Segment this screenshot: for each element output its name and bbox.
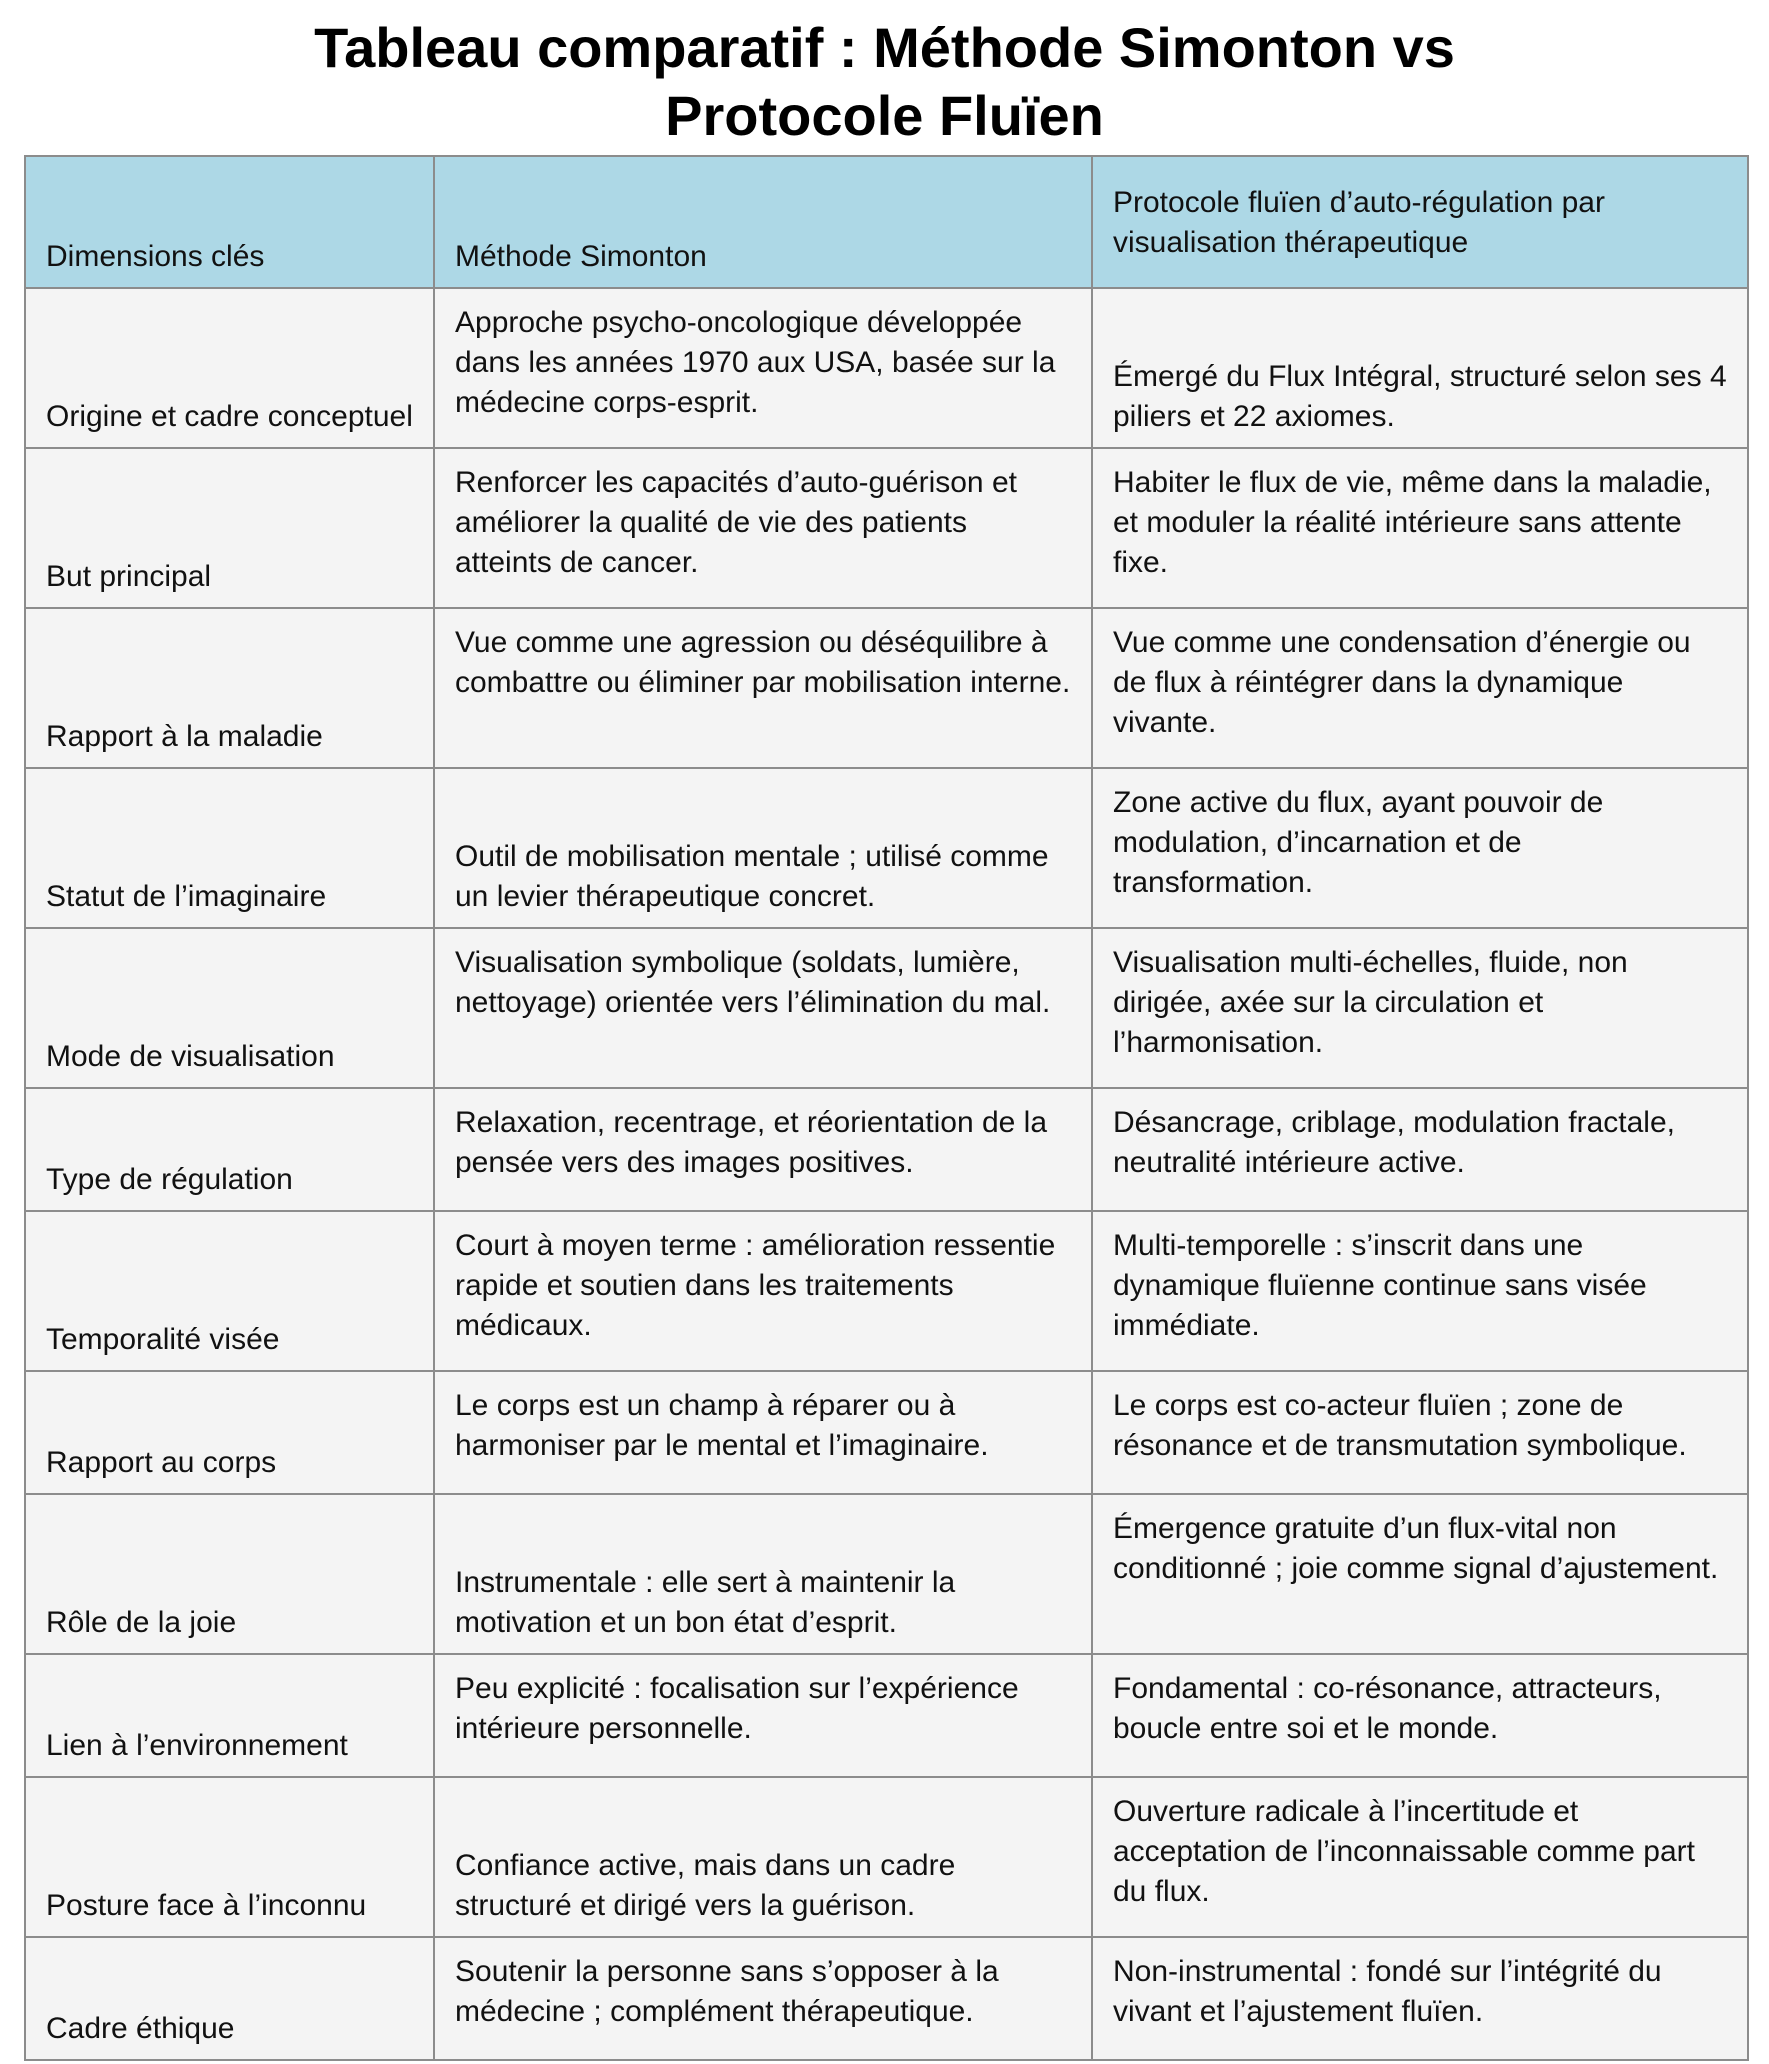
row-simonton: Outil de mobilisation mentale ; utilisé comme un levier thérapeutique concret. [434, 768, 1092, 928]
row-fluien: Fondamental : co-résonance, attracteurs, boucle entre soi et le monde. [1092, 1654, 1748, 1777]
row-simonton: Court à moyen terme : amélioration ressentie rapide et soutien dans les traitements médicaux. [434, 1211, 1092, 1371]
row-dimension: Posture face à l’inconnu [25, 1777, 434, 1937]
header-dimensions: Dimensions clés [25, 156, 434, 288]
row-simonton: Renforcer les capacités d’auto-guérison et améliorer la qualité de vie des patients atteints de cancer. [434, 448, 1092, 608]
row-dimension: Rôle de la joie [25, 1494, 434, 1654]
row-dimension: Cadre éthique [25, 1937, 434, 2060]
table-row [25, 448, 1748, 608]
row-dimension: Type de régulation [25, 1088, 434, 1211]
row-dimension: Temporalité visée [25, 1211, 434, 1371]
row-simonton: Vue comme une agression ou déséquilibre à combattre ou éliminer par mobilisation interne. [434, 608, 1092, 768]
row-fluien: Émergence gratuite d’un flux-vital non conditionné ; joie comme signal d’ajustement. [1092, 1494, 1748, 1654]
row-fluien: Désancrage, criblage, modulation fractale, neutralité intérieure active. [1092, 1088, 1748, 1211]
row-dimension: Origine et cadre conceptuel [25, 288, 434, 448]
table-row [25, 608, 1748, 768]
row-simonton: Soutenir la personne sans s’opposer à la médecine ; complément thérapeutique. [434, 1937, 1092, 2060]
row-simonton: Confiance active, mais dans un cadre structuré et dirigé vers la guérison. [434, 1777, 1092, 1937]
row-dimension: But principal [25, 448, 434, 608]
table-row [25, 1777, 1748, 1937]
page-title [0, 14, 1769, 150]
row-fluien: Non-instrumental : fondé sur l’intégrité du vivant et l’ajustement fluïen. [1092, 1937, 1748, 2060]
row-fluien: Habiter le flux de vie, même dans la maladie, et moduler la réalité intérieure sans attente fixe. [1092, 448, 1748, 608]
row-dimension: Lien à l’environnement [25, 1654, 434, 1777]
table-row [25, 768, 1748, 928]
table-row [25, 1654, 1748, 1777]
row-dimension: Rapport à la maladie [25, 608, 434, 768]
table-row [25, 288, 1748, 448]
header-simonton: Méthode Simonton [434, 156, 1092, 288]
row-simonton: Peu explicité : focalisation sur l’expérience intérieure personnelle. [434, 1654, 1092, 1777]
row-simonton: Instrumentale : elle sert à maintenir la motivation et un bon état d’esprit. [434, 1494, 1092, 1654]
table-row [25, 1937, 1748, 2060]
row-fluien: Visualisation multi-échelles, fluide, non dirigée, axée sur la circulation et l’harmonisation. [1092, 928, 1748, 1088]
row-fluien: Le corps est co-acteur fluïen ; zone de résonance et de transmutation symbolique. [1092, 1371, 1748, 1494]
row-simonton: Visualisation symbolique (soldats, lumière, nettoyage) orientée vers l’élimination du mal. [434, 928, 1092, 1088]
table-row [25, 1211, 1748, 1371]
row-simonton: Relaxation, recentrage, et réorientation de la pensée vers des images positives. [434, 1088, 1092, 1211]
table-row [25, 1088, 1748, 1211]
table-row [25, 928, 1748, 1088]
row-simonton: Le corps est un champ à réparer ou à harmoniser par le mental et l’imaginaire. [434, 1371, 1092, 1494]
row-dimension: Mode de visualisation [25, 928, 434, 1088]
title-line-1: Tableau comparatif : Méthode Simonton vs [314, 16, 1455, 79]
table-row [25, 1494, 1748, 1654]
row-simonton: Approche psycho-oncologique développée dans les années 1970 aux USA, basée sur la médecine corps-esprit. [434, 288, 1092, 448]
comparison-table [24, 155, 1749, 2061]
row-fluien: Ouverture radicale à l’incertitude et acceptation de l’inconnaissable comme part du flux. [1092, 1777, 1748, 1937]
row-dimension: Statut de l’imaginaire [25, 768, 434, 928]
title-line-2: Protocole Fluïen [665, 84, 1104, 147]
header-fluien: Protocole fluïen d’auto-régulation par visualisation thérapeutique [1092, 156, 1748, 288]
header-row [25, 156, 1748, 288]
row-fluien: Vue comme une condensation d’énergie ou de flux à réintégrer dans la dynamique vivante. [1092, 608, 1748, 768]
row-fluien: Émergé du Flux Intégral, structuré selon ses 4 piliers et 22 axiomes. [1092, 288, 1748, 448]
table-row [25, 1371, 1748, 1494]
row-dimension: Rapport au corps [25, 1371, 434, 1494]
row-fluien: Zone active du flux, ayant pouvoir de modulation, d’incarnation et de transformation. [1092, 768, 1748, 928]
row-fluien: Multi-temporelle : s’inscrit dans une dynamique fluïenne continue sans visée immédiate. [1092, 1211, 1748, 1371]
